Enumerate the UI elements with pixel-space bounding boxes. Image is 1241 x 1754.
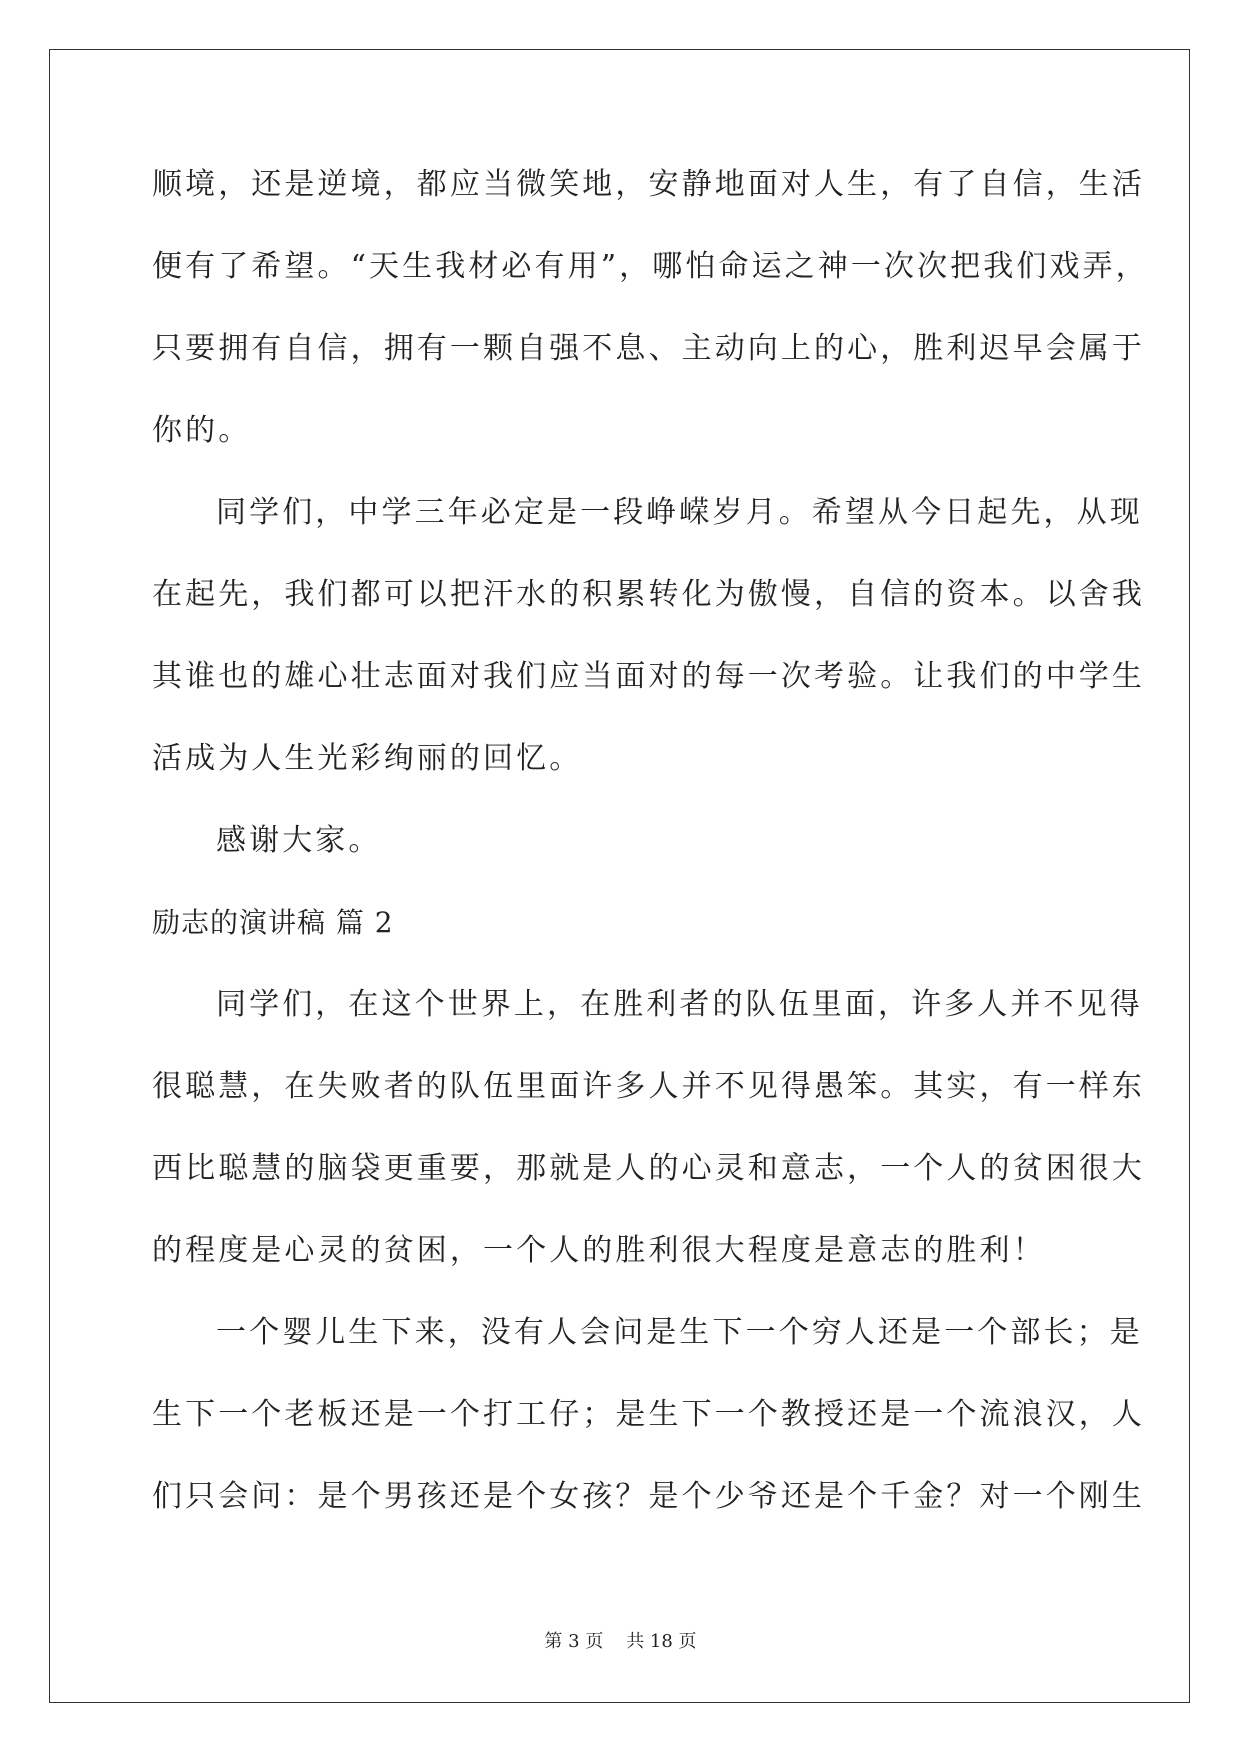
paragraph-line: 便有了希望。“天生我材必有用”，哪怕命运之神一次次把我们戏弄， — [152, 249, 1149, 284]
paragraph-line: 活成为人生光彩绚丽的回忆。 — [152, 741, 583, 776]
paragraph-line: 顺境，还是逆境，都应当微笑地，安静地面对人生，有了自信，生活 — [152, 167, 1145, 202]
paragraph-line: 们只会问：是个男孩还是个女孩？是个少爷还是个千金？对一个刚生 — [152, 1479, 1145, 1514]
paragraph-line: 其谁也的雄心壮志面对我们应当面对的每一次考验。让我们的中学生 — [152, 659, 1145, 694]
paragraph-line: 很聪慧，在失败者的队伍里面许多人并不见得愚笨。其实，有一样东 — [152, 1069, 1145, 1104]
paragraph-line: 只要拥有自信，拥有一颗自强不息、主动向上的心，胜利迟早会属于 — [152, 331, 1145, 366]
paragraph-line: 在起先，我们都可以把汗水的积累转化为傲慢，自信的资本。以舍我 — [152, 577, 1145, 612]
paragraph-line: 感谢大家。 — [216, 823, 382, 858]
paragraph-line: 你的。 — [152, 413, 252, 448]
paragraph-line: 西比聪慧的脑袋更重要，那就是人的心灵和意志，一个人的贫困很大 — [152, 1151, 1145, 1186]
page-border — [49, 49, 1190, 1703]
paragraph-line: 生下一个老板还是一个打工仔；是生下一个教授还是一个流浪汉，人 — [152, 1397, 1145, 1432]
paragraph-line: 同学们，中学三年必定是一段峥嵘岁月。希望从今日起先，从现 — [216, 495, 1143, 530]
paragraph-line: 一个婴儿生下来，没有人会问是生下一个穷人还是一个部长；是 — [216, 1315, 1143, 1350]
paragraph-line: 的程度是心灵的贫困，一个人的胜利很大程度是意志的胜利！ — [152, 1233, 1046, 1268]
paragraph-line: 同学们，在这个世界上，在胜利者的队伍里面，许多人并不见得 — [216, 987, 1143, 1022]
page-number: 第 3 页 共 18 页 — [544, 1631, 697, 1652]
section-heading: 励志的演讲稿 篇 2 — [152, 906, 394, 939]
